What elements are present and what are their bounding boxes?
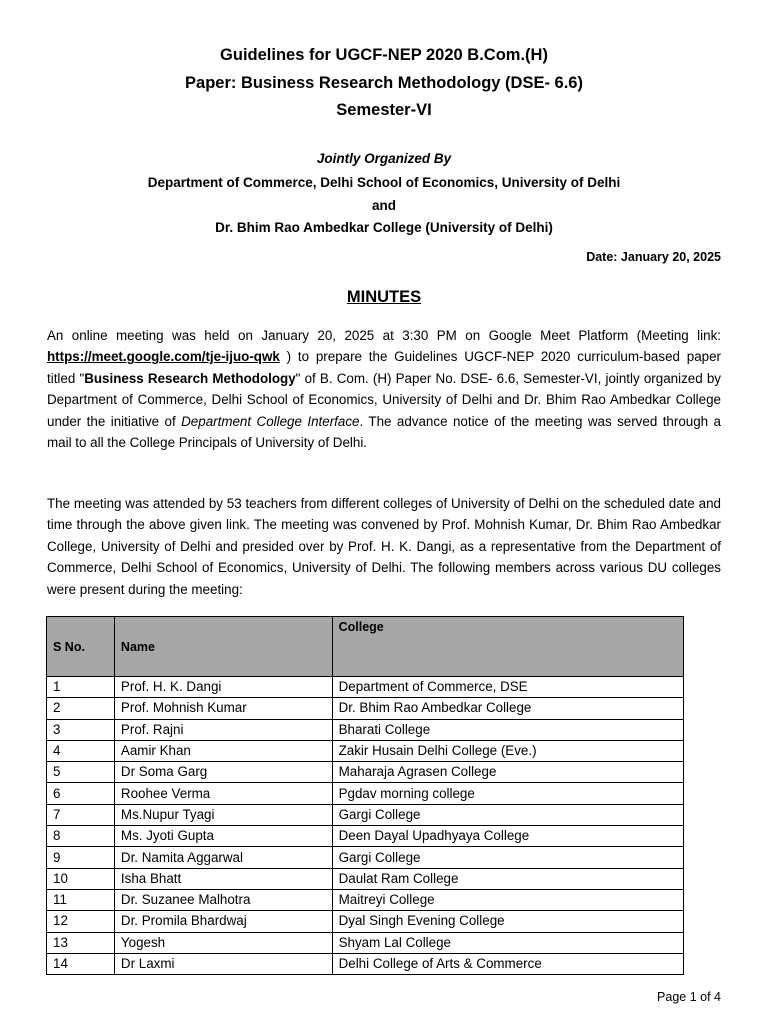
doc-title-line3: Semester-VI xyxy=(336,101,432,119)
cell-name: Dr. Promila Bhardwaj xyxy=(114,911,332,932)
table-row xyxy=(47,932,684,953)
cell-sno: 11 xyxy=(47,889,115,910)
cell-name: Dr. Suzanee Malhotra xyxy=(114,889,332,910)
cell-sno: 5 xyxy=(47,762,115,783)
table-row xyxy=(47,783,684,804)
members-table xyxy=(46,616,684,975)
cell-name: Prof. H. K. Dangi xyxy=(114,677,332,698)
cell-sno: 13 xyxy=(47,932,115,953)
table-row xyxy=(47,740,684,761)
cell-college: Zakir Husain Delhi College (Eve.) xyxy=(332,740,683,761)
cell-sno: 8 xyxy=(47,826,115,847)
cell-name: Dr. Namita Aggarwal xyxy=(114,847,332,868)
initiative-name: Department College Interface xyxy=(181,413,360,429)
cell-college: Deen Dayal Upadhyaya College xyxy=(332,826,683,847)
cell-college: Bharati College xyxy=(332,719,683,740)
cell-sno: 6 xyxy=(47,783,115,804)
paragraph-attendance: The meeting was attended by 53 teachers from different colleges of University of Delhi on the scheduled date and time through the above given link. The meeting was convened by Prof. Mohnish Kumar, Dr. Bhim Rao Ambedkar College, University of Delhi and presided over by Prof. H. K. Dangi, as a representative from the Department of Commerce, Delhi School of Economics, University of Delhi. The following members across various DU colleges were present during the meeting: xyxy=(47,496,721,597)
minutes-heading: MINUTES xyxy=(346,288,422,306)
para1-text-b: ) to prepare the Guidelines UGCF-NEP 2020 curriculum-based paper titled " xyxy=(47,349,721,386)
para1-text-d: . The advance notice of the meeting was served through a mail to all the College Principals of University of Delhi. xyxy=(47,413,721,451)
cell-sno: 9 xyxy=(47,847,115,868)
cell-sno: 12 xyxy=(47,911,115,932)
cell-sno: 4 xyxy=(47,740,115,761)
cell-sno: 14 xyxy=(47,953,115,974)
meeting-link[interactable]: https://meet.google.com/tje-ijuo-qwk xyxy=(47,349,280,365)
header-college: College xyxy=(332,617,683,677)
cell-name: Yogesh xyxy=(114,932,332,953)
cell-college: Dyal Singh Evening College xyxy=(332,911,683,932)
paragraph-intro xyxy=(47,325,721,453)
doc-title-line2: Paper: Business Research Methodology (DSE- 6.6) xyxy=(185,74,583,92)
organizer-2: Dr. Bhim Rao Ambedkar College (University of Delhi) xyxy=(215,220,553,235)
cell-college: Department of Commerce, DSE xyxy=(332,677,683,698)
header-sno: S No. xyxy=(47,617,115,677)
table-row xyxy=(47,804,684,825)
table-row xyxy=(47,698,684,719)
cell-college: Maharaja Agrasen College xyxy=(332,762,683,783)
cell-sno: 1 xyxy=(47,677,115,698)
organizer-1: Department of Commerce, Delhi School of Economics, University of Delhi xyxy=(147,175,621,190)
cell-sno: 10 xyxy=(47,868,115,889)
cell-sno: 7 xyxy=(47,804,115,825)
table-row xyxy=(47,826,684,847)
jointly-organized-label: Jointly Organized By xyxy=(316,151,452,166)
table-row xyxy=(47,953,684,974)
cell-name: Ms.Nupur Tyagi xyxy=(114,804,332,825)
cell-college: Dr. Bhim Rao Ambedkar College xyxy=(332,698,683,719)
para1-text-a: An online meeting was held on January 20, 2025 at 3:30 PM on Google Meet Platform (Meeting link: xyxy=(47,328,721,343)
cell-sno: 2 xyxy=(47,698,115,719)
organizer-and: and xyxy=(371,198,396,213)
cell-college: Daulat Ram College xyxy=(332,868,683,889)
cell-name: Prof. Mohnish Kumar xyxy=(114,698,332,719)
table-row xyxy=(47,868,684,889)
table-row xyxy=(47,762,684,783)
cell-college: Pgdav morning college xyxy=(332,783,683,804)
cell-college: Gargi College xyxy=(332,847,683,868)
cell-name: Prof. Rajni xyxy=(114,719,332,740)
table-row xyxy=(47,911,684,932)
cell-name: Aamir Khan xyxy=(114,740,332,761)
cell-name: Dr Soma Garg xyxy=(114,762,332,783)
cell-name: Roohee Verma xyxy=(114,783,332,804)
cell-college: Gargi College xyxy=(332,804,683,825)
table-row xyxy=(47,719,684,740)
cell-name: Dr Laxmi xyxy=(114,953,332,974)
cell-sno: 3 xyxy=(47,719,115,740)
paper-title: Business Research Methodology xyxy=(84,370,296,386)
para1-text-c: " of B. Com. (H) Paper No. DSE- 6.6, Semester-VI, jointly organized by Department of Commerce, Delhi School of Economics, University of Delhi and Dr. Bhim Rao Ambedkar College under the initiative of xyxy=(47,370,721,429)
cell-college: Delhi College of Arts & Commerce xyxy=(332,953,683,974)
cell-name: Isha Bhatt xyxy=(114,868,332,889)
table-row xyxy=(47,677,684,698)
cell-name: Ms. Jyoti Gupta xyxy=(114,826,332,847)
table-header-row xyxy=(47,617,684,677)
meeting-date: Date: January 20, 2025 xyxy=(586,250,721,264)
page-number: Page 1 of 4 xyxy=(657,990,721,1004)
cell-college: Shyam Lal College xyxy=(332,932,683,953)
table-row xyxy=(47,847,684,868)
doc-title-line1: Guidelines for UGCF-NEP 2020 B.Com.(H) xyxy=(220,46,548,64)
cell-college: Maitreyi College xyxy=(332,889,683,910)
header-name: Name xyxy=(114,617,332,677)
table-row xyxy=(47,889,684,910)
